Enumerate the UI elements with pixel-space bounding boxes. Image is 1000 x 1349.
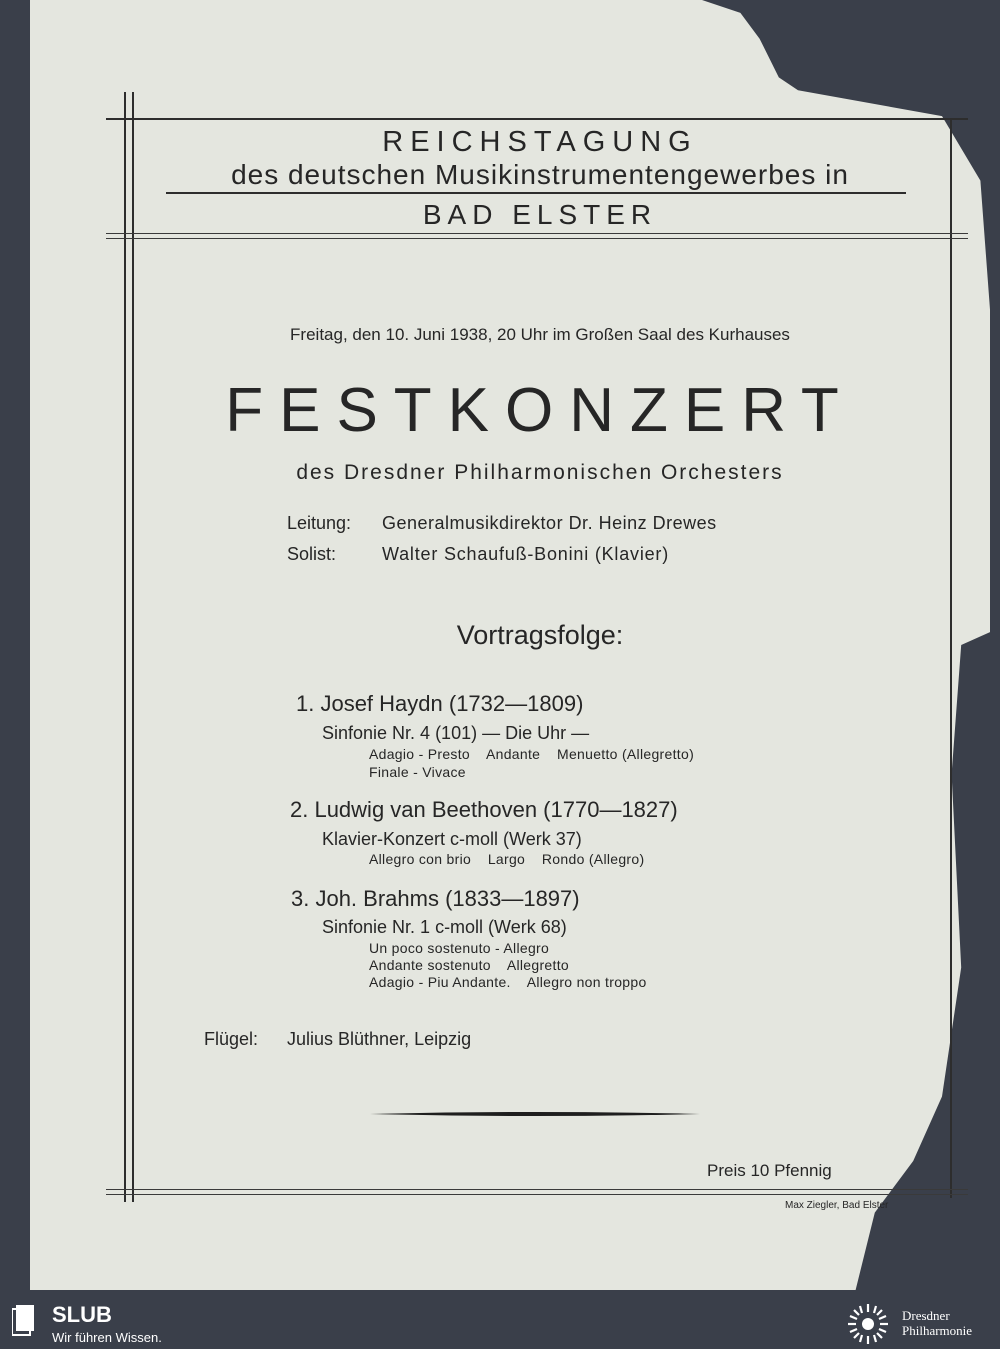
header-location: BAD ELSTER	[422, 199, 658, 230]
bottom-rule-bottom	[106, 1194, 968, 1195]
frame-right	[950, 118, 952, 1198]
program-item-work: Klavier-Konzert c-moll (Werk 37)	[322, 829, 582, 849]
slub-name: SLUB	[52, 1302, 112, 1327]
program-item-title: 2. Ludwig van Beethoven (1770—1827)	[290, 797, 678, 822]
event-date-line: Freitag, den 10. Juni 1938, 20 Uhr im Großen Saal des Kurhauses	[290, 325, 790, 344]
frame-top	[106, 118, 968, 120]
slub-logo-icon	[12, 1303, 38, 1337]
slub-tagline: Wir führen Wissen.	[52, 1330, 162, 1345]
program-item-movement: Andante sostenuto Allegretto	[369, 957, 569, 973]
partner-name-line2: Philharmonie	[902, 1323, 973, 1338]
partner-name-line1: Dresdner	[902, 1308, 950, 1323]
program-item-movement: Finale - Vivace	[369, 764, 466, 780]
piano-label: Flügel:	[204, 1029, 259, 1049]
header-rule-bottom	[106, 238, 968, 239]
piano-value: Julius Blüthner, Leipzig	[287, 1029, 472, 1049]
event-title: FESTKONZERT	[225, 376, 855, 445]
price: Preis 10 Pfennig	[707, 1161, 832, 1180]
program-item-title: 1. Josef Haydn (1732—1809)	[296, 691, 584, 716]
event-orchestra: des Dresdner Philharmonischen Orchesters	[296, 461, 784, 484]
bottom-rule-top	[106, 1189, 968, 1190]
header-subtitle: des deutschen Musikinstrumentengewerbes in	[231, 159, 849, 190]
program-item-movement: Allegro con brio Largo Rondo (Allegro)	[369, 851, 645, 867]
program-item-work: Sinfonie Nr. 4 (101) — Die Uhr —	[322, 723, 590, 743]
partner-name	[902, 1308, 972, 1338]
credit-label-leitung: Leitung:	[287, 513, 352, 533]
program-item-movement: Adagio - Piu Andante. Allegro non troppo	[369, 974, 647, 990]
program-item-work: Sinfonie Nr. 1 c-moll (Werk 68)	[322, 917, 567, 937]
dresdner-philharmonie-logo-icon	[843, 1301, 893, 1347]
printer-credit: Max Ziegler, Bad Elster	[785, 1200, 889, 1211]
header-underline	[166, 192, 906, 194]
program-heading: Vortragsfolge:	[456, 620, 624, 650]
program-item-movement: Un poco sostenuto - Allegro	[369, 940, 550, 956]
header-reichstagung: REICHSTAGUNG	[382, 126, 698, 158]
decorative-swash-rule	[370, 1111, 700, 1117]
program-item-title: 3. Joh. Brahms (1833—1897)	[291, 886, 580, 911]
credit-value-solist: Walter Schaufuß-Bonini (Klavier)	[382, 544, 670, 564]
program-item-movement: Adagio - Presto Andante Menuetto (Allegretto)	[369, 746, 695, 762]
credit-label-solist: Solist:	[287, 544, 337, 564]
header-rule-top	[106, 233, 968, 234]
credit-value-leitung: Generalmusikdirektor Dr. Heinz Drewes	[382, 513, 717, 533]
